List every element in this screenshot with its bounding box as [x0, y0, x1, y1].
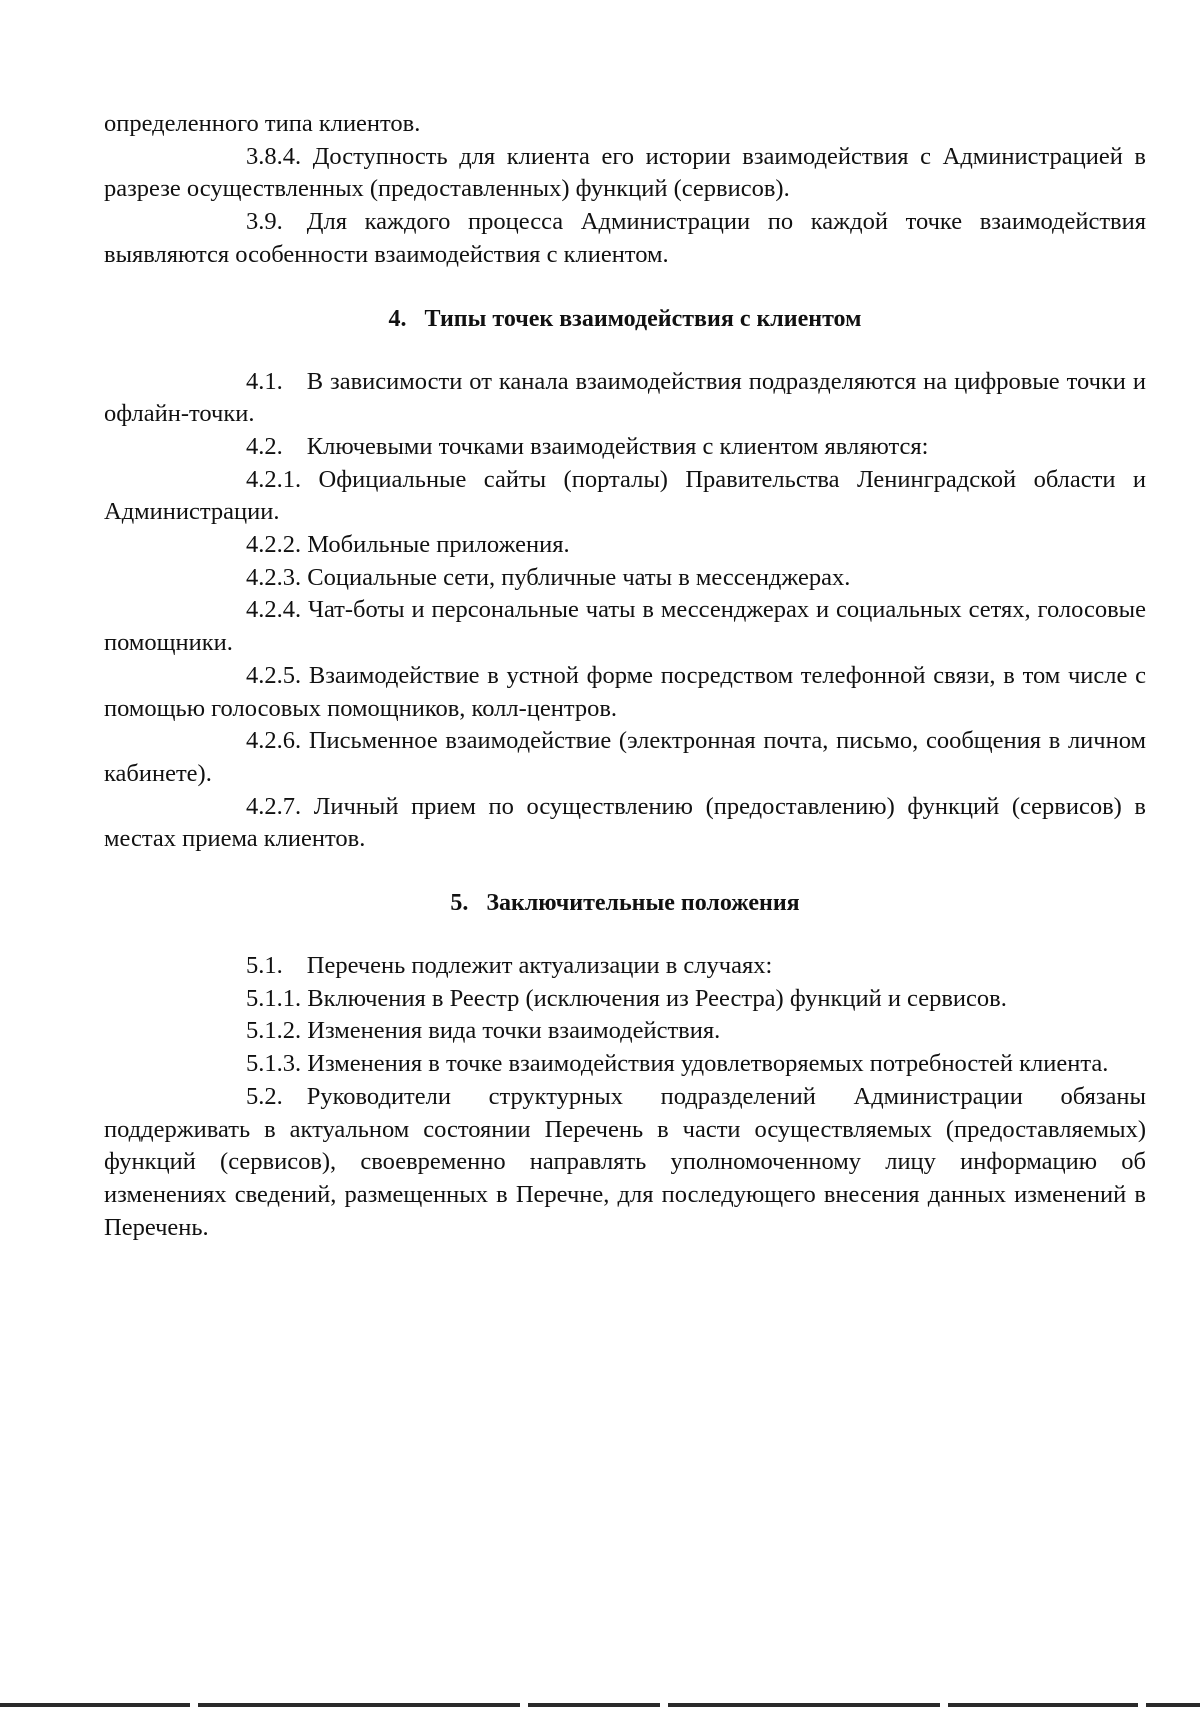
- clause-number: 4.2.3.: [246, 563, 302, 591]
- clause-text: Изменения вида точки взаимодействия.: [307, 1017, 721, 1045]
- clause-number: 4.2.4.: [246, 596, 302, 624]
- clause-text: Личный прием по осуществлению (предоставлению) функций (сервисов) в местах приема клиентов.: [104, 792, 1146, 853]
- clause-number: 4.1.: [246, 367, 283, 395]
- clause-4-2: [104, 431, 1146, 464]
- clause-number: 3.8.4.: [246, 142, 302, 170]
- clause-number: 3.9.: [246, 208, 283, 236]
- clause-text: Взаимодействие в устной форме посредством телефонной связи, в том числе с помощью голосовых помощников, колл-центров.: [104, 661, 1146, 722]
- clause-4-2-5: [104, 660, 1146, 725]
- clause-4-2-3: [104, 562, 1146, 595]
- clause-number: 5.1.2.: [246, 1017, 302, 1045]
- clause-4-2-1: [104, 464, 1146, 529]
- clause-number: 5.2.: [246, 1082, 283, 1110]
- clause-text: Изменения в точке взаимодействия удовлетворяемых потребностей клиента.: [307, 1050, 1109, 1078]
- clause-4-2-4: [104, 594, 1146, 659]
- clause-text: Для каждого процесса Администрации по каждой точке взаимодействия выявляются особенности взаимодействия с клиентом.: [104, 208, 1146, 268]
- section-heading-4: [104, 303, 1146, 335]
- clause-number: 4.2.5.: [246, 661, 302, 689]
- clause-text: Письменное взаимодействие (электронная почта, письмо, сообщения в личном кабинете).: [104, 727, 1146, 787]
- clause-text: Чат-боты и персональные чаты в мессенджерах и социальных сетях, голосовые помощники.: [104, 596, 1147, 657]
- clause-number: 5.1.3.: [246, 1050, 302, 1078]
- clause-text: Ключевыми точками взаимодействия с клиентом являются:: [306, 432, 929, 460]
- clause-4-2-7: [104, 791, 1146, 856]
- clause-text: Официальные сайты (порталы) Правительства Ленинградской области и Администрации.: [104, 465, 1146, 526]
- clause-4-2-2: [104, 529, 1146, 562]
- paragraph-continuation: определенного типа клиентов.: [104, 110, 421, 137]
- section-heading-5: [104, 887, 1146, 919]
- clause-4-1: [104, 366, 1146, 431]
- document-body: [104, 108, 1146, 1244]
- clause-text: Мобильные приложения.: [307, 531, 570, 559]
- clause-number: 4.2.6.: [246, 727, 302, 755]
- clause-5-1-2: [104, 1015, 1146, 1048]
- clause-5-1-1: [104, 983, 1146, 1016]
- clause-number: 4.2.1.: [246, 465, 302, 493]
- clause-text: Доступность для клиента его истории взаимодействия с Администрацией в разрезе осуществленных (предоставленных) функций (сервисов).: [104, 142, 1146, 203]
- section-title: Заключительные положения: [486, 890, 800, 917]
- clause-5-1-3: [104, 1048, 1146, 1081]
- clause-3-8-4: [104, 141, 1146, 206]
- clause-3-9: [104, 206, 1146, 271]
- clause-number: 4.2.: [246, 432, 283, 460]
- clause-text: В зависимости от канала взаимодействия подразделяются на цифровые точки и офлайн-точки.: [104, 367, 1146, 428]
- page-bottom-edge-line: [0, 1703, 1200, 1707]
- clause-text: Перечень подлежит актуализации в случаях:: [306, 952, 773, 980]
- clause-5-2: [104, 1081, 1146, 1245]
- clause-5-1: [104, 950, 1146, 983]
- clause-text: Социальные сети, публичные чаты в мессенджерах.: [307, 563, 851, 591]
- clause-number: 5.1.: [246, 952, 283, 980]
- section-number: 5.: [450, 890, 469, 917]
- clause-number: 4.2.2.: [246, 531, 302, 559]
- clause-number: 4.2.7.: [246, 792, 302, 820]
- clause-text: Руководители структурных подразделений Администрации обязаны поддерживать в актуальном состоянии Перечень в части осуществляемых (предоставляемых) функций (сервисов), своевременно направлять уполномоченному лицу информацию об изменениях сведений, размещенных в Перечне, для последующего внесения данных изменений в Перечень.: [104, 1082, 1146, 1241]
- clause-4-2-6: [104, 725, 1146, 790]
- section-number: 4.: [388, 305, 407, 332]
- clause-number: 5.1.1.: [246, 984, 302, 1012]
- clause-text: Включения в Реестр (исключения из Реестра) функций и сервисов.: [307, 984, 1007, 1012]
- section-title: Типы точек взаимодействия с клиентом: [424, 305, 862, 332]
